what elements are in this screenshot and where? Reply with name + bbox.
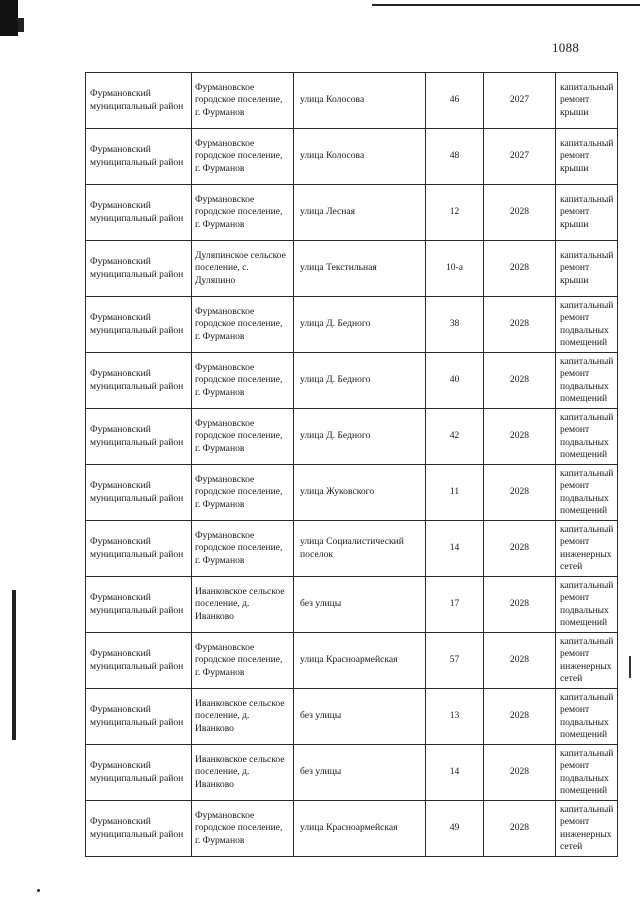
scan-artifact-corner (0, 0, 18, 36)
cell-district: Фурмановский муниципальный район (86, 521, 192, 577)
cell-year: 2027 (484, 73, 556, 129)
cell-work-type: капитальный ремонт крыши (556, 73, 618, 129)
cell-house-number: 42 (426, 409, 484, 465)
cell-house-number: 14 (426, 745, 484, 801)
cell-year: 2027 (484, 129, 556, 185)
cell-work-type: капитальный ремонт инженерных сетей (556, 633, 618, 689)
cell-house-number: 57 (426, 633, 484, 689)
cell-house-number: 17 (426, 577, 484, 633)
table-row (86, 633, 618, 689)
table-row (86, 801, 618, 857)
cell-work-type: капитальный ремонт подвальных помещений (556, 465, 618, 521)
table-row (86, 353, 618, 409)
cell-year: 2028 (484, 185, 556, 241)
top-rule-line (372, 4, 640, 6)
cell-year: 2028 (484, 521, 556, 577)
cell-year: 2028 (484, 241, 556, 297)
cell-settlement: Фурмановское городское поселение, г. Фурманов (192, 633, 294, 689)
cell-settlement: Фурмановское городское поселение, г. Фурманов (192, 465, 294, 521)
cell-street: улица Лесная (294, 185, 426, 241)
cell-settlement: Фурмановское городское поселение, г. Фурманов (192, 129, 294, 185)
cell-district: Фурмановский муниципальный район (86, 465, 192, 521)
table-row (86, 73, 618, 129)
cell-year: 2028 (484, 689, 556, 745)
table-row (86, 577, 618, 633)
cell-street: улица Красноармейская (294, 633, 426, 689)
cell-work-type: капитальный ремонт подвальных помещений (556, 689, 618, 745)
cell-settlement: Фурмановское городское поселение, г. Фурманов (192, 521, 294, 577)
table-row (86, 521, 618, 577)
table-body (86, 73, 618, 857)
table-row (86, 241, 618, 297)
table-row (86, 745, 618, 801)
cell-district: Фурмановский муниципальный район (86, 73, 192, 129)
scan-artifact-dot (37, 889, 40, 892)
cell-year: 2028 (484, 465, 556, 521)
cell-district: Фурмановский муниципальный район (86, 801, 192, 857)
cell-district: Фурмановский муниципальный район (86, 129, 192, 185)
cell-year: 2028 (484, 801, 556, 857)
cell-house-number: 38 (426, 297, 484, 353)
cell-street: улица Колосова (294, 73, 426, 129)
cell-settlement: Фурмановское городское поселение, г. Фурманов (192, 801, 294, 857)
cell-work-type: капитальный ремонт крыши (556, 129, 618, 185)
cell-work-type: капитальный ремонт крыши (556, 185, 618, 241)
cell-house-number: 12 (426, 185, 484, 241)
cell-settlement: Иванковское сельское поселение, д. Иванково (192, 577, 294, 633)
cell-street: улица Жуковского (294, 465, 426, 521)
cell-year: 2028 (484, 745, 556, 801)
cell-district: Фурмановский муниципальный район (86, 577, 192, 633)
table-row (86, 297, 618, 353)
cell-settlement: Фурмановское городское поселение, г. Фурманов (192, 73, 294, 129)
cell-district: Фурмановский муниципальный район (86, 185, 192, 241)
cell-settlement: Иванковское сельское поселение, д. Иванково (192, 745, 294, 801)
cell-work-type: капитальный ремонт крыши (556, 241, 618, 297)
cell-work-type: капитальный ремонт подвальных помещений (556, 577, 618, 633)
cell-street: без улицы (294, 577, 426, 633)
cell-settlement: Иванковское сельское поселение, д. Иванково (192, 689, 294, 745)
cell-house-number: 40 (426, 353, 484, 409)
cell-work-type: капитальный ремонт инженерных сетей (556, 521, 618, 577)
cell-street: улица Социалистический поселок (294, 521, 426, 577)
scan-artifact-left-bar (12, 590, 16, 740)
cell-year: 2028 (484, 633, 556, 689)
cell-district: Фурмановский муниципальный район (86, 297, 192, 353)
repair-schedule-table-container (85, 72, 617, 857)
cell-house-number: 49 (426, 801, 484, 857)
cell-year: 2028 (484, 353, 556, 409)
repair-schedule-table (85, 72, 618, 857)
cell-district: Фурмановский муниципальный район (86, 409, 192, 465)
cell-settlement: Фурмановское городское поселение, г. Фурманов (192, 297, 294, 353)
cell-year: 2028 (484, 409, 556, 465)
table-row (86, 409, 618, 465)
cell-house-number: 13 (426, 689, 484, 745)
cell-house-number: 11 (426, 465, 484, 521)
cell-street: без улицы (294, 745, 426, 801)
cell-district: Фурмановский муниципальный район (86, 689, 192, 745)
cell-year: 2028 (484, 577, 556, 633)
cell-work-type: капитальный ремонт инженерных сетей (556, 801, 618, 857)
cell-street: без улицы (294, 689, 426, 745)
cell-settlement: Фурмановское городское поселение, г. Фурманов (192, 409, 294, 465)
cell-street: улица Текстильная (294, 241, 426, 297)
scan-artifact-right-tick (629, 656, 631, 678)
cell-street: улица Красноармейская (294, 801, 426, 857)
cell-street: улица Колосова (294, 129, 426, 185)
cell-work-type: капитальный ремонт подвальных помещений (556, 745, 618, 801)
cell-house-number: 10-а (426, 241, 484, 297)
table-row (86, 465, 618, 521)
table-row (86, 689, 618, 745)
cell-settlement: Дуляпинское сельское поселение, с. Дуляпино (192, 241, 294, 297)
cell-work-type: капитальный ремонт подвальных помещений (556, 297, 618, 353)
cell-district: Фурмановский муниципальный район (86, 353, 192, 409)
cell-district: Фурмановский муниципальный район (86, 241, 192, 297)
cell-house-number: 48 (426, 129, 484, 185)
cell-district: Фурмановский муниципальный район (86, 633, 192, 689)
table-row (86, 129, 618, 185)
page-number: 1088 (552, 40, 580, 55)
cell-house-number: 14 (426, 521, 484, 577)
cell-work-type: капитальный ремонт подвальных помещений (556, 409, 618, 465)
cell-street: улица Д. Бедного (294, 409, 426, 465)
cell-settlement: Фурмановское городское поселение, г. Фурманов (192, 353, 294, 409)
cell-street: улица Д. Бедного (294, 353, 426, 409)
cell-year: 2028 (484, 297, 556, 353)
cell-work-type: капитальный ремонт подвальных помещений (556, 353, 618, 409)
cell-house-number: 46 (426, 73, 484, 129)
cell-settlement: Фурмановское городское поселение, г. Фурманов (192, 185, 294, 241)
table-row (86, 185, 618, 241)
cell-district: Фурмановский муниципальный район (86, 745, 192, 801)
cell-street: улица Д. Бедного (294, 297, 426, 353)
scan-artifact-corner-small (18, 18, 24, 32)
